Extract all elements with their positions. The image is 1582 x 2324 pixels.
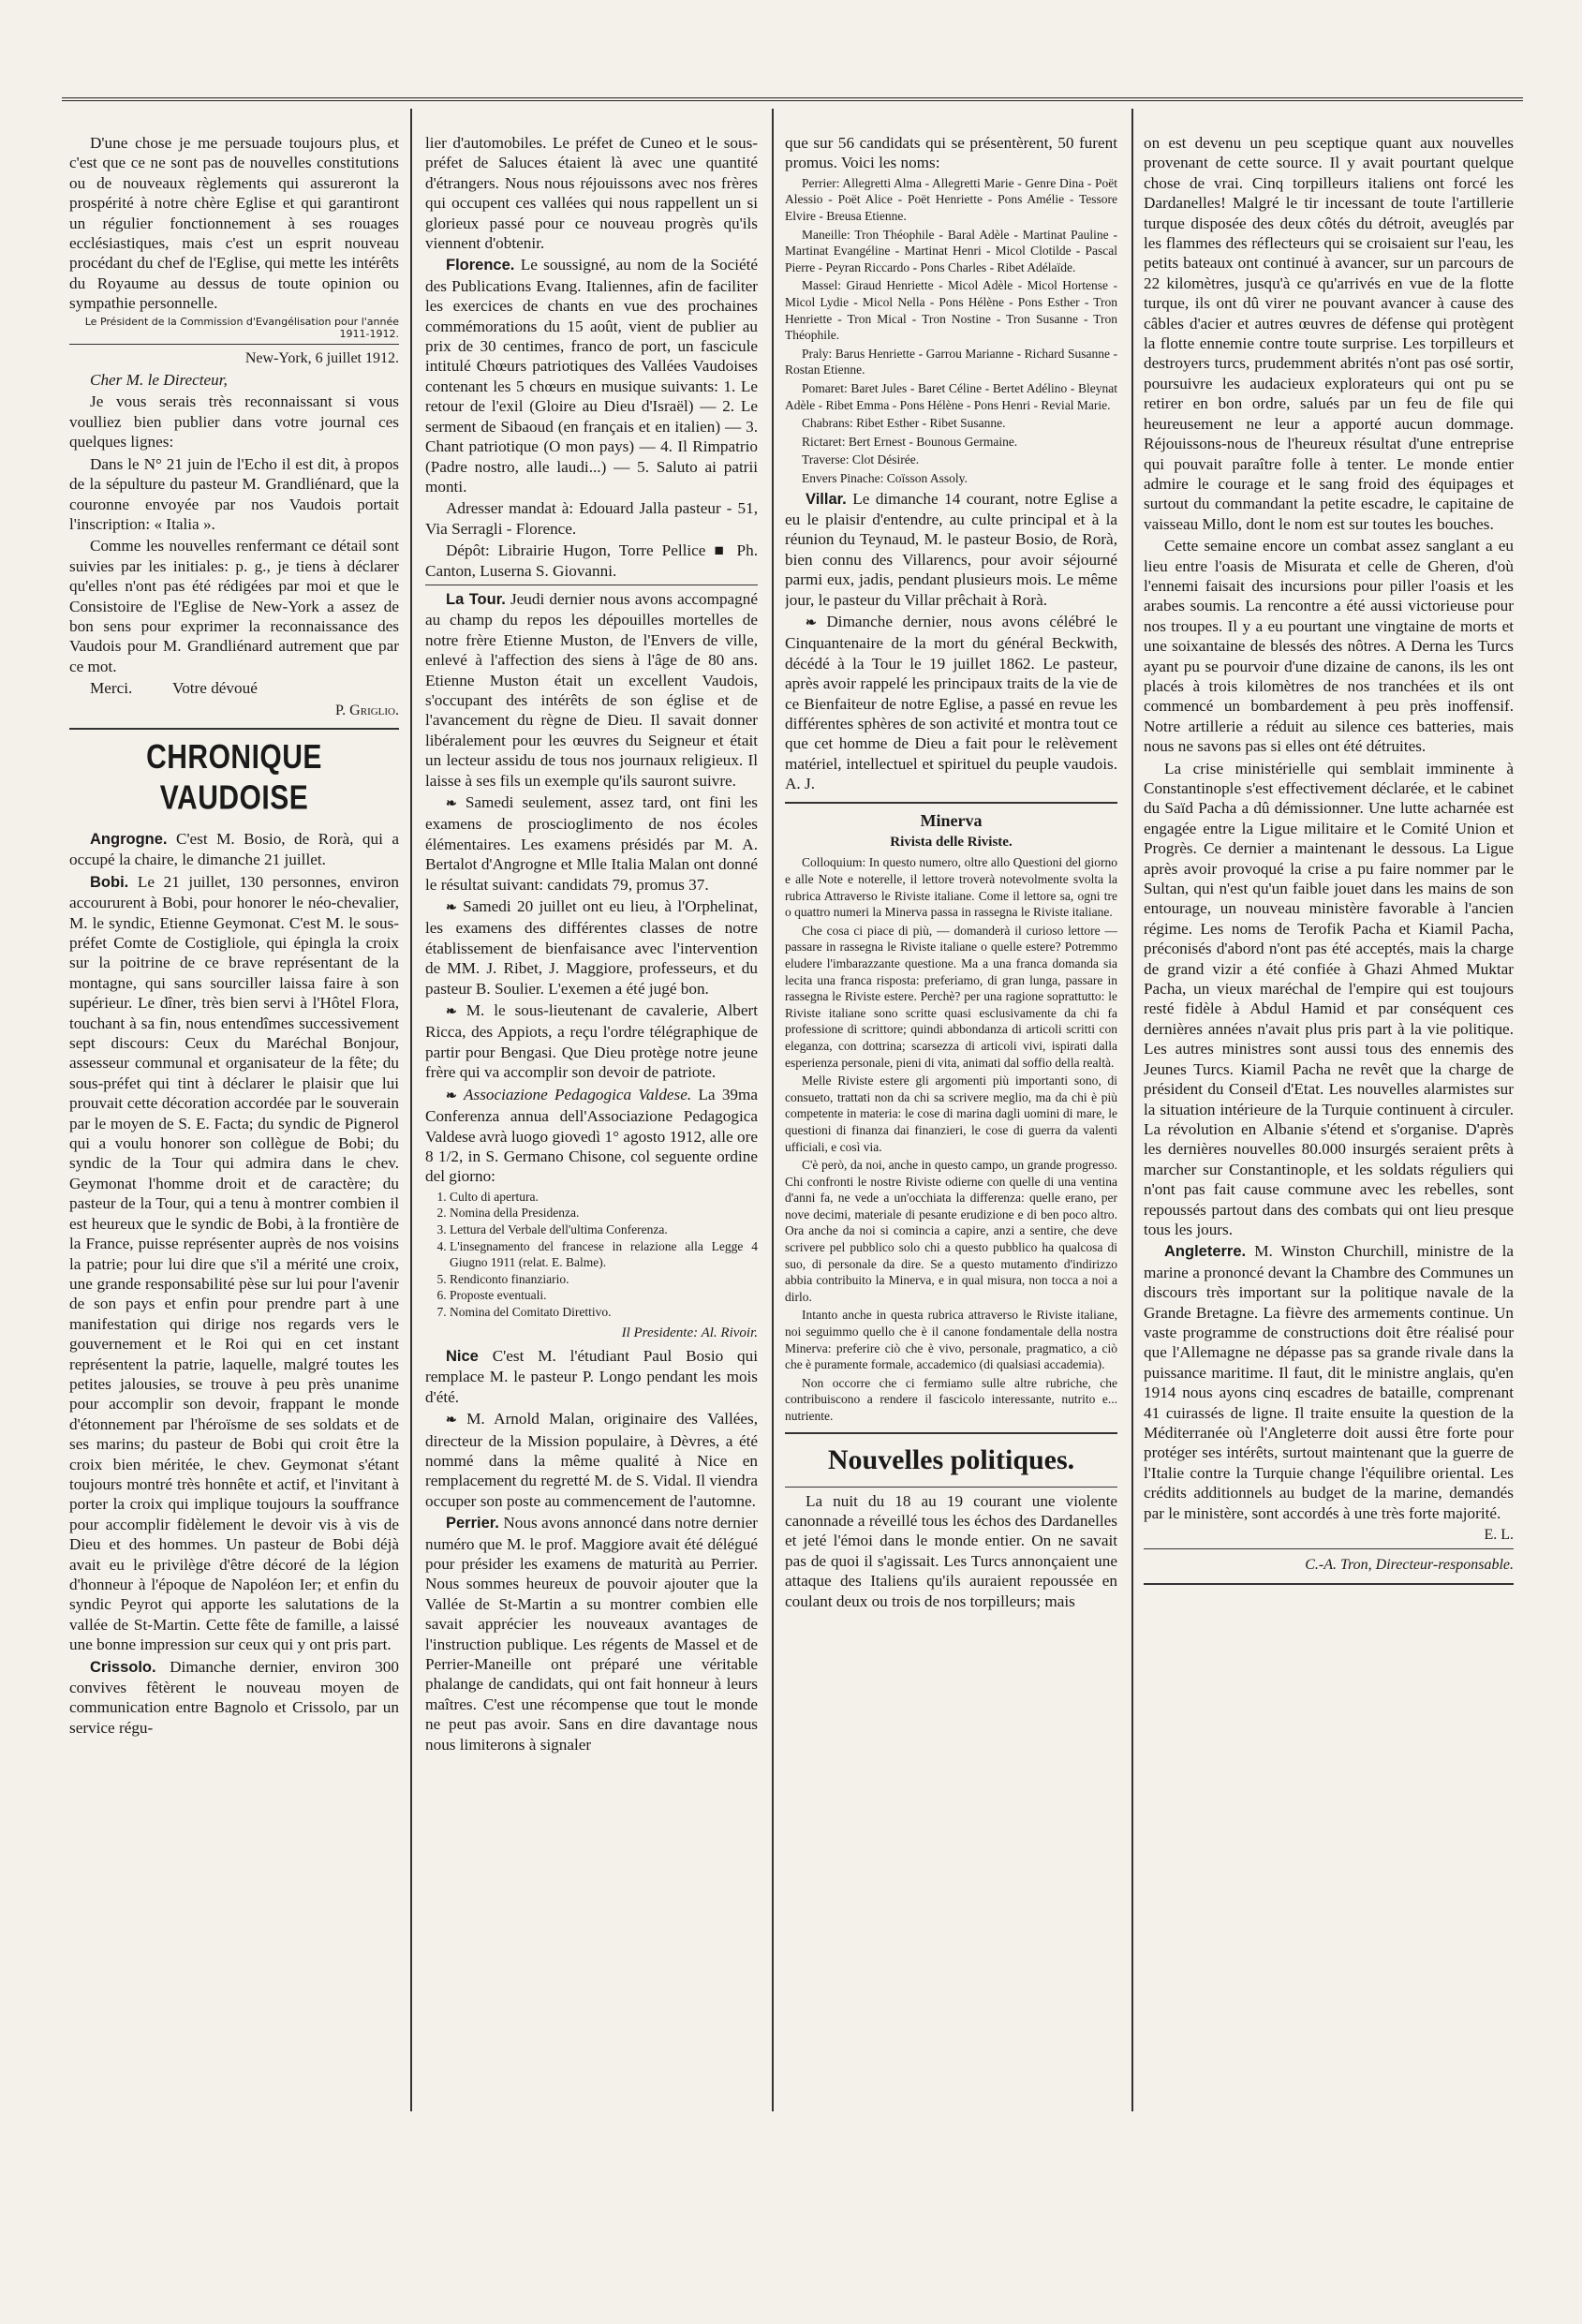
place-nice: Nice [446,1347,479,1365]
article-text: Dimanche dernier, nous avons célébré le Cinquantenaire de la mort du général Beckwith, décédé à la Tour le 19 juillet 1862. Le pasteur, après avoir rappelé les principaux traits de la vie de ce Bienfaiteur de notre Eglise, a passé en revue les différentes sphères de son activité et montra tout ce que cet homme de Dieu a fait pour le relèvement matériel, intellectuel et spirituel du peuple vaudois. [785,612,1117,773]
signature-griglio: P. Griglio. [335,702,399,718]
column-divider [1131,109,1133,2111]
divider [1144,1548,1514,1549]
paragraph: Adresser mandat à: Edouard Jalla pasteur - 51, Via Serragli - Florence. [425,499,758,538]
article-text: Nous avons annoncé dans notre dernier numéro que M. le prof. Maggiore avait été délégué pour présider les examens de maturità au Perrier. Nous sommes heureux de pouvoir ajouter que la Vallée de St-Martin a su montrer combien elle savait apprécier les nouveaux avantages de l'instruction publique. Les régents de Massel et de Perrier-Maneille ont préparé une véritable phalange de candidats, qui ont fait honneur à leurs maîtres. C'est une récompense que tout le monde ne peut pas avoir. Sans en dire davantage nous nous limiterons à signaler [425,1514,758,1754]
names-rictaret: Rictaret: Bert Ernest - Bounous Germaine. [802,434,1018,449]
signature-aj: A. J. [785,775,815,793]
column-2 [425,133,758,2133]
section-mark-icon: ❧ [446,1005,457,1020]
article-text: Le 21 juillet, 130 personnes, environ accoururent à Bobi, pour honorer le néo-chevalier, M. le syndic, Etienne Geymonat. C'est M. le sous-préfet Comte de Costigliole, qui épingla la croix sur la poitrine de ce brave représentant de la montagne, qui sans sourciller laissa faire à son supérieur. Le dîner, très bien servi à l'Hôtel Flora, touchant à sa fin, nous entendîmes successivement sept discours: Ceux du Maréchal Bonjour, assesseur communal et organisateur de la fête; du sous-préfet qui tint à déclarer le plaisir que lui prouvait cette décoration accordée par le souverain par le moyen de S. E. Facta; du syndic de Pignerol qui a voulu honorer son collègue de Bobi; du syndic de la Tour qui admira dans le chev. Geymonat l'homme droit et de caractère; du pasteur de la Tour, qui a tenu à montrer combien il est heureux que le syndic de Bobi, à la frontière de la France, puisse représenter auprès de nos voisins la patrie; pour lui dire que s'il a mérité une croix, une grande responsabilité pèse sur lui pour l'avenir de son pays et enfin pour prendre part à une manifestation qui dirige nos regards vers le gouvernement et le Roi qui en cet instant représentent la patrie, laquelle, malgré toutes les petites jalousies, se trouve à peu près unanime pour accomplir son devoir, frappant le monde d'étonnement par l'héroïsme de ses soldats et de ses marins; du pasteur de Bobi qui croit être la croix bien méritée, le chev. Geymonat s'étant toujours montré très honnête et actif, et l'invitant à porter la croix qui implique toujours la souffrance pour accomplir fidèlement le devoir vis à vis de Dieu et des hommes. Un pasteur de Bobi déjà avait eu le privilège d'être décoré de la légion d'honneur à l'époque de Napoléon Ier; et enfin du syndic Peyrot qui apporte les salutations de la vallée de St-Martin. Cette fête de famille, a laissé une bonne impression sur ceux qui y ont pris part. [69,872,399,1654]
place-latour: La Tour. [446,590,506,608]
section-heading-politiques: Nouvelles politiques. [827,1443,1075,1475]
agenda-list [425,1189,758,1321]
agenda-item: 1. Culto di apertura. [450,1189,758,1206]
column-divider [772,109,774,2111]
paragraph: Non occorre che ci fermiamo sulle altre rubriche, che contribuiscono a rendere il fascicolo interessante, nutrito e... nutriente. [785,1375,1117,1423]
top-rule [62,97,1523,101]
paragraph: Melle Riviste estere gli argomenti più importanti sono, di consueto, trattati non da chi sa scrivere meglio, ma da chi è più competente in materia: le cose di marina dagli uomini di mare, le questioni di finanza dai finanzieri, le cose di guerra da valenti ufficiali, e così via. [785,1073,1117,1154]
agenda-item: 2. Nomina della Presidenza. [450,1205,758,1221]
paragraph: Comme les nouvelles renfermant ce détail sont suivies par les initiales: p. g., je tiens à déclarer qu'elles n'ont pas été rédigées par moi et que le Consistoire de l'Eglise de New-York a assez de bon sens pour exprimer la reconnaissance des Vaudois pour M. Grandliénard autrement que par ce mot. [69,537,399,675]
article-text: M. Arnold Malan, originaire des Vallées, directeur de la Mission populaire, à Dèvres, a été nommé dans la même qualité à Nice en remplacement du regretté M. de S. Vidal. Il viendra occuper son poste au commencement de l'automne. [425,1410,758,1510]
names-maneille: Maneille: Tron Théophile - Baral Adèle - Martinat Pauline - Martinat Evangéline - Martinat Henri - Micol Clotilde - Pascal Pierre - Peyran Riccardo - Pons Charles - Ribet Adélaïde. [785,227,1117,274]
place-perrier: Perrier. [446,1515,499,1532]
names-traverse: Traverse: Clot Désirée. [802,452,920,467]
article-text: Le soussigné, au nom de la Société des Publications Evang. Italiennes, afin de faciliter les exercices de chants en vue des prochaines commémorations du 15 août, vient de publier au prix de 30 centimes, franco de port, un fascicule intitulé Chœurs patriotiques des Vallées Vaudoises contenant les 5 chœurs en musique suivants: 1. Le retour de l'exil (Gloire au Dieu d'Israël) — 2. Le serment de Sibaoud (en français et en italien) — 3. Chant patriotique (O mon pays) — 4. Il Rimpatrio (Padre nostro, alle laudi...) — 5. Saluto ai patrii monti. [425,256,758,496]
names-pomaret: Pomaret: Baret Jules - Baret Céline - Bertet Adélino - Bleynat Adèle - Ribet Emma - Pons Hélène - Pons Henri - Revial Marie. [785,380,1117,412]
paragraph: lier d'automobiles. Le préfet de Cuneo et le sous-préfet de Saluces étaient là avec une quantité d'étrangers. Nous nous réjouissons avec nos frères qui occupent ces vallées qui nous rappellent un si glorieux passé pour ce nouveau progrès qu'ils viennent d'obtenir. [425,134,758,253]
signature-commission: Le Président de la Commission d'Evangélisation pour l'année 1911-1912. [84,315,399,340]
signature-presidente: Il Presidente: Al. Rivoir. [621,1325,758,1341]
newspaper-page [62,97,1523,2139]
divider [1144,1583,1514,1585]
divider [69,728,399,730]
article-text: M. le sous-lieutenant de cavalerie, Albert Ricca, des Appiots, a reçu l'ordre télégraphique de partir pour Bengasi. Que Dieu protège notre jeune frère qui va accomplir son devoir de patriote. [425,1001,758,1082]
names-chabrans: Chabrans: Ribet Esther - Ribet Susanne. [802,416,1006,431]
director-responsable: C.-A. Tron, Directeur-responsable. [1305,1557,1514,1574]
paragraph: La nuit du 18 au 19 courant une violente canonnade a réveillé tous les échos des Dardanelles et jeté l'émoi dans le monde entier. On ne savait pas de quoi il s'agissait. Les Turcs annonçaient une attaque des Italiens qu'ils auraient repoussée en coulant deux ou trois de nos torpilleurs; mais [785,1491,1117,1610]
article-text: Jeudi dernier nous avons accompagné au champ du repos les dépouilles mortelles de notre frère Etienne Muston, de l'Envers de ville, enlevé à l'affection des siens à l'âge de 80 ans. Etienne Muston était un excellent Vaudois, s'occupant des intérêts de son église et de l'avancement du règne de Dieu. Il savait donner libéralement pour les œuvres du Seigneur et était un lecteur assidu de tous nos journaux religieux. Il laisse à ses fils un exemple qu'ils sauront suivre. [425,589,758,790]
minerva-subtitle: Rivista delle Riviste. [890,835,1013,850]
names-envers: Envers Pinache: Coïsson Assoly. [802,470,968,485]
article-text: C'est M. Bosio, de Rorà, qui a occupé la chaire, le dimanche 21 juillet. [69,829,399,869]
section-heading-chronique: CHRONIQUE VAUDOISE [146,738,322,817]
divider [69,344,399,345]
place-villar: Villar. [806,490,847,508]
section-mark-icon: ❧ [446,1088,457,1103]
divider [785,802,1117,804]
paragraph: Je vous serais très reconnaissant si vous voulliez bien publier dans votre journal ces quelques lignes: [69,392,399,451]
paragraph: on est devenu un peu sceptique quant aux nouvelles provenant de cette source. Il y avait pourtant quelque chose de vrai. Cinq torpilleurs italiens ont forcé les Dardanelles! Malgré le tir incessant de toute l'artillerie turque disposée des deux côtés du détroit, aveuglés par les flammes des réflecteurs qui se croisaient sur l'eau, les petits bateaux ont continué à avancer, sur un parcours de 22 kilomètres, jusqu'à ce qu'arrivés en vue de la flotte turque, ils ont dû virer ne pouvant avancer à cause des câbles d'acier et autres œuvres de défense qui protègent la flotte ennemie contre toute surprise. Les torpilleurs et destroyers turcs, prudemment abrités n'ont pas osé sortir, poursuivre les audacieux explorateurs qui ont pu se retirer en bon ordre, salués par un feu de file qui heureusement ne leur a apporté aucun dommage. Réjouissons-nous de l'heureux résultat d'une entreprise qui pouvait paraître folle à tenter. Le monde entier admire le courage et le sang froid des équipages et surtout du commandant la petite escadre, le capitaine de vaisseau Millo, dont le nom est sur toutes les bouches. [1144,134,1514,533]
agenda-item: 7. Nomina del Comitato Direttivo. [450,1304,758,1321]
minerva-title: Minerva [920,810,983,830]
salutation: Cher M. le Directeur, [90,371,228,390]
names-massel: Massel: Giraud Henriette - Micol Adèle - Micol Hortense - Micol Lydie - Micol Nella - Pons Hélène - Pons Esther - Tron Henriette - Tron Mical - Tron Nostine - Tron Susanne - Tron Théophile. [785,278,1117,343]
candidate-list [785,175,1117,487]
paragraph: que sur 56 candidats qui se présentèrent, 50 furent promus. Voici les noms: [785,134,1117,172]
paragraph: Dans le N° 21 juin de l'Echo il est dit, à propos de la sépulture du pasteur M. Grandliénard, que la couronne envoyée par nos Vaudois portait l'inscription: « Italia ». [69,454,399,533]
article-text: M. Winston Churchill, ministre de la marine a prononcé devant la Chambre des Communes un discours très important sur la politique navale de la Grande Bretagne. La fièvre des armements continue. Un vaste programme de constructions doit être réalisé pour que l'Allemagne ne dépasse pas sa grande rivale dans la puissance maritime. Il faut, dit le ministre anglais, qu'en 1914 nous ayons cinq escadres de bataille, comprenant 41 cuirassés de ligne. Il traite ensuite la question de la Méditerranée où l'Angleterre doit aussi être forte pour protéger ses intérêts, surtout maintenant que la guerre de l'Italie contre la Turquie change l'équilibre oriental. Les crédits additionnels au budget de la marine, demandés par le ministère, sont accordés à une très forte majorité. [1144,1242,1514,1522]
agenda-item: 5. Rendiconto finanziario. [450,1271,758,1288]
article-text: Le dimanche 14 courant, notre Eglise a eu le plaisir d'entendre, au culte principal et à la réunion du Teynaud, M. le pasteur Bosio, de Rorà, bien connu des Villarencs, pour avoir séjourné parmi eux, jadis, pendant plusieurs mois. Le même jour, le pasteur du Villar prêchait à Rorà. [785,489,1117,609]
section-mark-icon: ❧ [446,797,457,811]
paragraph: Cette semaine encore un combat assez sanglant a eu lieu entre l'oasis de Misurata et celle de Gheren, d'où l'ennemi faisait des incursions pour piller l'oasis et les arabes soumis. La rencontre a été aussi victorieuse pour nos troupes. Il y a eu pourtant une vingtaine de morts et une soixantaine de blessés des nôtres. A Derna les Turcs ayant pu se pourvoir d'une dizaine de canons, ils les ont placés à trois kilomètres de nos tranchées et ils ont commencé un bombardement à peu près inoffensif. Notre artillerie a réduit au silence ces batteries, mais nous ne savons pas si elles ont été détruites. [1144,537,1514,756]
paragraph: Che cosa ci piace di più, — domanderà il curioso lettore — passare in rassegna le Riviste italiane o quelle estere? Potremmo eludere l'imbarazzante questione. Ma a una franca domanda sia lecita una franca risposta: preferiamo, di gran lunga, passare in rassegna le Riviste estere. Perchè? per una ragione soprattutto: le Riviste italiane sono scritte quasi esclusivamente da chi fa professione di scrittore; quindi abbondanza di articoli scritti con eleganza, con dottrina; scarsezza di articoli vivi, ispirati dalla esperienza personale, pieni di vita, animati dal soffio della realtà. [785,923,1117,1070]
paragraph: C'è però, da noi, anche in questo campo, un grande progresso. Chi confronti le nostre Riviste odierne con quelle di una ventina d'anni fa, ne vede a un'occhiata la differenza: quelle erano, per nove decimi, materiale di pesante erudizione e di ben poco altro. Ora anche da noi si comincia a capire, anzi a sentire, che deve scrivere pel pubblico solo chi a questo pubblico ha qualcosa di suo, di personale da dire. Se a questo mutamento d'indirizzo abbia contribuito la Minerva, e in qual misura, non tocca a noi a dirlo. [785,1158,1117,1304]
place-bobi: Bobi. [90,873,129,891]
section-mark-icon: ❧ [446,901,457,916]
divider [785,1432,1117,1434]
signature-el: E. L. [1484,1527,1514,1544]
section-mark-icon: ❧ [446,1414,457,1428]
minerva-article [785,854,1117,1424]
place-angleterre: Angleterre. [1164,1243,1247,1261]
paragraph: Dépôt: Librairie Hugon, Torre Pellice ■ Ph. Canton, Luserna S. Giovanni. [425,541,758,580]
column-divider [410,109,412,2111]
column-3 [785,133,1117,2133]
agenda-item: 6. Proposte eventuali. [450,1287,758,1304]
place-angrogne: Angrogne. [90,830,168,848]
article-text: La 39ma Conferenza annua dell'Associazione Pedagogica Valdese avrà luogo giovedì 1° agosto 1912, alle ore 8 1/2, in S. Germano Chisone, col seguente ordine del giorno: [425,1085,758,1186]
dateline: New-York, 6 juillet 1912. [244,349,399,366]
place-florence: Florence. [446,257,515,274]
names-perrier: Perrier: Allegretti Alma - Allegretti Marie - Genre Dina - Poët Alessio - Poët Alice - Poët Henriette - Pons Amélie - Tessore Elvire - Breusa Etienne. [785,175,1117,223]
paragraph: Colloquium: In questo numero, oltre allo Questioni del giorno e alle Note e noterelle, il lettore troverà notevolmente svolta la rubrica Attraverso le Riviste italiane. Come il lettore sa, ogni tre o quattro numeri la Minerva passa in rassegna le Riviste italiane. [785,855,1117,920]
divider [785,1487,1117,1488]
article-text: C'est M. l'étudiant Paul Bosio qui remplace M. le pasteur P. Longo pendant les mois d'été. [425,1346,758,1406]
paragraph: La crise ministérielle qui semblait imminente à Constantinople s'est effectivement déclarée, et le cabinet du Saïd Pacha a dû démissionner. Une lutte acharnée est engagée entre la Ligue militaire et le Comité Union et Progrès. Ce dernier a maintenant le dessous. La Ligue après avoir provoqué la crise a pu faire nommer par le Sultan, qui n'est qu'un faible jouet dans les mains de son entourage, un nouveau ministère favorable à l'ancien régime. Les noms de Terofik Pacha et Kiamil Pacha, préconisés d'abord n'ont pas été acceptés, mais la charge de grand vizir a été confiée à Ghazi Ahmed Muktar Pacha, un vieux maréchal de l'empire qui est toujours resté fidèle à Abdul Hamid et par conséquent ces dernières années n'avait plus pris part à la vie politique. Les autres ministres sont aussi tous des ennemis des Jeunes Turcs. Kiamil Pacha ne revêt que la charge de président du Conseil d'Etat. Les nouvelles alarmistes sur la situation intérieure de la Turquie continuent à circuler. La révolution en Albanie s'étend et s'organise. D'après les dernières nouvelles 80.000 insurgés seraient prêts à marcher sur Constantinople, et les soldats réguliers qui n'ont pas fait cause commune avec les rebelles, sont repoussés partout dans des combats qui ont lieu presque tous les jours. [1144,759,1514,1238]
paragraph: Intanto anche in questa rubrica attraverso le Riviste italiane, noi seguimmo quello che è il canone fondamentale della nostra Minerva: preferire ciò che è vivo, personale, pragmatico, a ciò che è puramente formale, accademico (di qualsiasi accademia). [785,1308,1117,1372]
agenda-item: 3. Lettura del Verbale dell'ultima Conferenza. [450,1221,758,1238]
section-mark-icon: ❧ [806,615,817,630]
article-text: Samedi seulement, assez tard, ont fini les examens de proscioglimento de nos écoles élémentaires. Les examens présidés par M. A. Bertalot d'Angrogne et Mlle Italia Malan ont donné le résultat suivant: candidats 79, promus 37. [425,793,758,894]
paragraph: D'une chose je me persuade toujours plus, et c'est que ce ne sont pas de nouvelles constitutions ou de nouveaux règlements qui assureront la prospérité à notre chère Eglise et qui garantiront un régulier fonctionnement à ses rouages ecclésiastiques, mais c'est un esprit nouveau procédant du chef de l'Eglise, qui mette les intérêts du Royaume au dessus de toute opinion ou sympathie personnelle. [69,134,399,313]
article-text: Dimanche dernier, environ 300 convives fêtèrent le nouveau moyen de communication entre Bagnolo et Crissolo, par un service régu- [69,1657,399,1737]
article-title: Associazione Pedagogica Valdese. [464,1085,692,1103]
agenda-item: 4. L'insegnamento del francese in relazione alla Legge 4 Giugno 1911 (relat. E. Balme). [450,1238,758,1271]
column-4 [1144,133,1514,2133]
names-praly: Praly: Barus Henriette - Garrou Marianne - Richard Susanne - Rostan Etienne. [785,346,1117,377]
column-1 [69,133,399,2133]
closing: Merci. Votre dévoué [90,679,258,698]
article-text: Samedi 20 juillet ont eu lieu, à l'Orphelinat, les examens des différentes classes de notre établissement de bienfaisance avec l'intervention de MM. J. Ribet, J. Maggiore, professeurs, et du pasteur B. Soulier. L'exemen a été jugé bon. [425,897,758,998]
place-crissolo: Crissolo. [90,1658,156,1676]
